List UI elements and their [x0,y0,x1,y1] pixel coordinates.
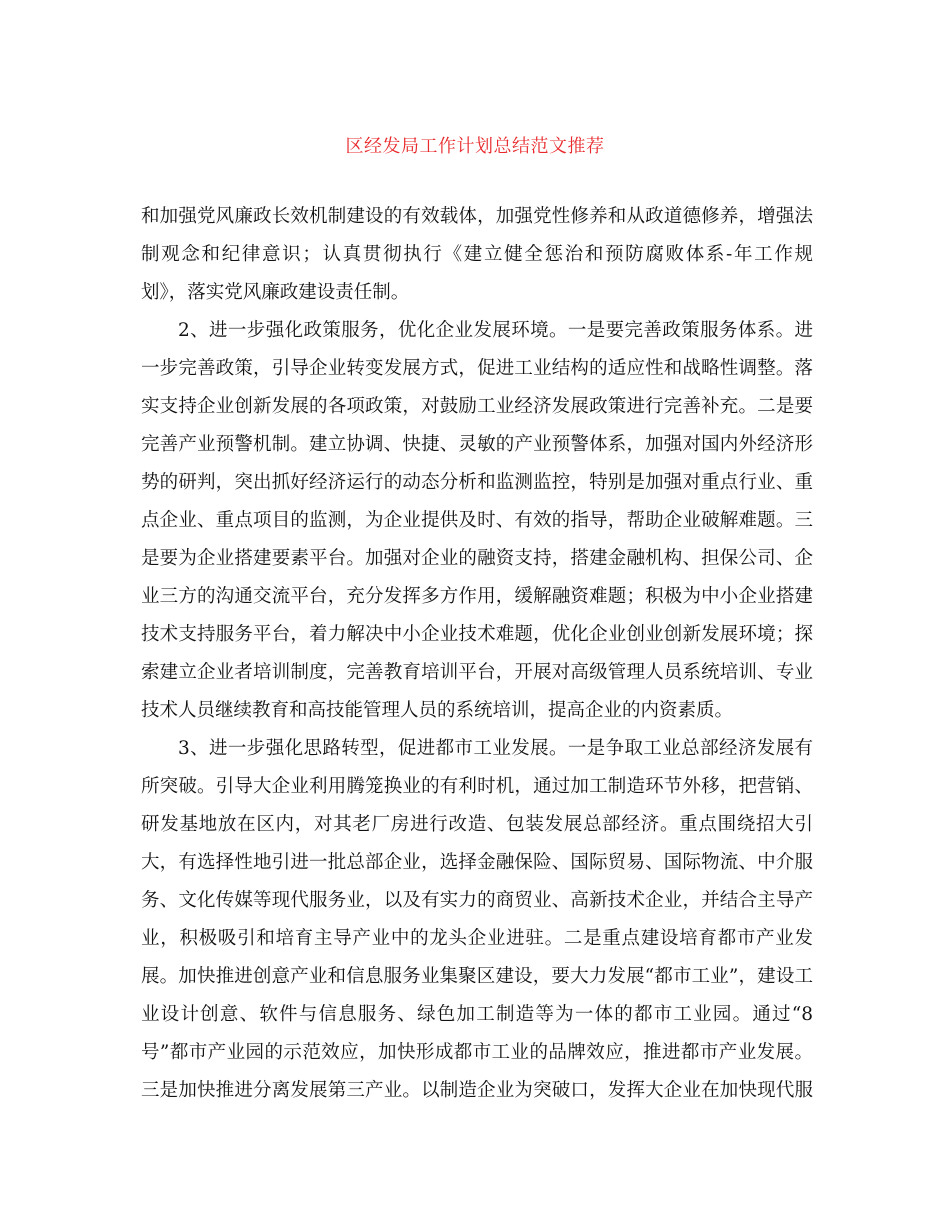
text-line: 索建立企业者培训制度，完善教育培训平台，开展对高级管理人员系统培训、专业 [141,662,813,683]
text-line: 业，积极吸引和培育主导产业中的龙头企业进驻。二是重点建设培育都市产业发 [141,928,813,949]
text-line: 制观念和纪律意识；认真贯彻执行《建立健全惩治和预防腐败体系-年工作规 [141,244,813,265]
text-line: 完善产业预警机制。建立协调、快捷、灵敏的产业预警体系，加强对国内外经济形 [141,434,813,455]
text-line: 点企业、重点项目的监测，为企业提供及时、有效的指导，帮助企业破解难题。三 [141,510,813,531]
text-line: 技术支持服务平台，着力解决中小企业技术难题，优化企业创业创新发展环境；探 [141,624,813,645]
text-line: 2、进一步强化政策服务，优化企业发展环境。一是要完善政策服务体系。进 [178,320,813,341]
text-line: 三是加快推进分离发展第三产业。以制造企业为突破口，发挥大企业在加快现代服 [141,1080,813,1101]
text-line: 势的研判，突出抓好经济运行的动态分析和监测监控，特别是加强对重点行业、重 [141,472,813,493]
text-line: 研发基地放在区内，对其老厂房进行改造、包装发展总部经济。重点围绕招大引 [141,814,813,835]
document-title: 区经发局工作计划总结范文推荐 [345,136,605,157]
text-line: 3、进一步强化思路转型，促进都市工业发展。一是争取工业总部经济发展有 [178,738,813,759]
text-line: 务、文化传媒等现代服务业，以及有实力的商贸业、高新技术企业，并结合主导产 [141,890,813,911]
text-line: 业设计创意、软件与信息服务、绿色加工制造等为一体的都市工业园。通过“8 [141,1004,813,1025]
text-line: 一步完善政策，引导企业转变发展方式，促进工业结构的适应性和战略性调整。落 [141,358,813,379]
text-line: 实支持企业创新发展的各项政策，对鼓励工业经济发展政策进行完善补充。二是要 [141,396,813,417]
text-line: 是要为企业搭建要素平台。加强对企业的融资支持，搭建金融机构、担保公司、企 [141,548,813,569]
text-line: 和加强党风廉政长效机制建设的有效载体，加强党性修养和从政道德修养，增强法 [141,206,813,227]
document-body [141,198,813,1110]
text-line: 号”都市产业园的示范效应，加快形成都市工业的品牌效应，推进都市产业发展。 [141,1042,813,1063]
text-line: 技术人员继续教育和高技能管理人员的系统培训，提高企业的内资素质。 [141,700,734,721]
text-line: 业三方的沟通交流平台，充分发挥多方作用，缓解融资难题；积极为中小企业搭建 [141,586,813,607]
text-line: 展。加快推进创意产业和信息服务业集聚区建设，要大力发展“都市工业”，建设工 [141,966,813,987]
text-line: 所突破。引导大企业利用腾笼换业的有利时机，通过加工制造环节外移，把营销、 [141,776,813,797]
text-line: 划》，落实党风廉政建设责任制。 [141,282,410,303]
text-line: 大，有选择性地引进一批总部企业，选择金融保险、国际贸易、国际物流、中介服 [141,852,813,873]
